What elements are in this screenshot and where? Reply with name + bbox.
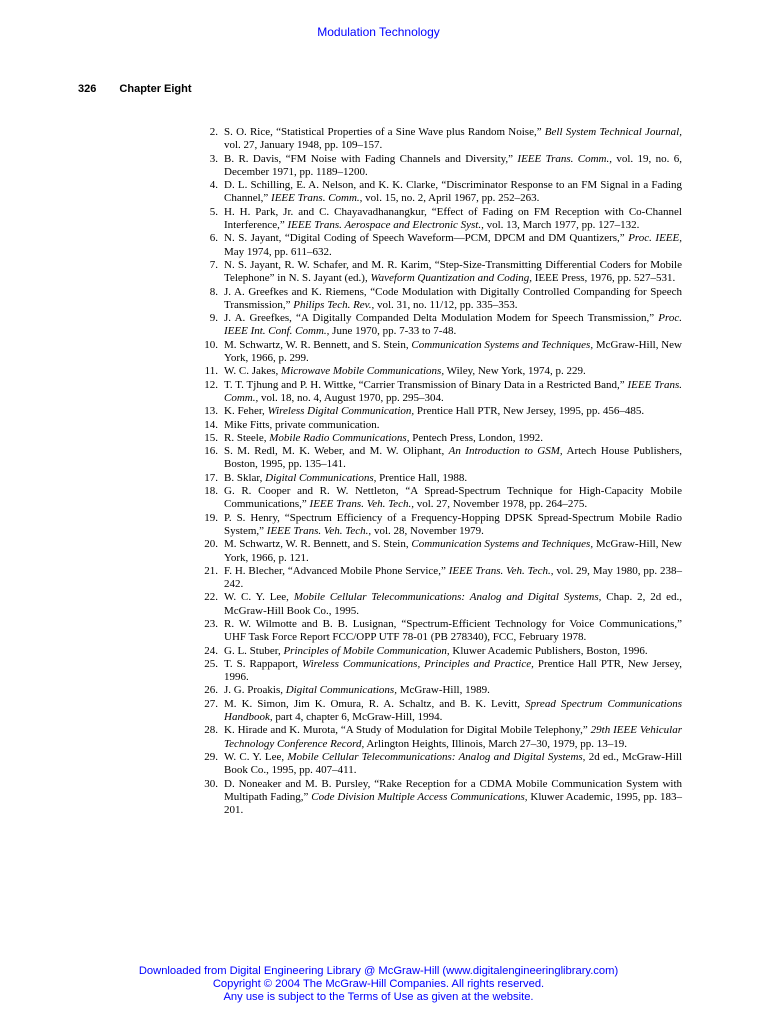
- reference-text: T. T. Tjhung and P. H. Wittke, “Carrier Transmission of Binary Data in a Restricted Band,”: [224, 378, 628, 391]
- reference-details: Prentice Hall, 1988.: [376, 471, 468, 484]
- reference-source: IEEE Trans. Comm.,: [224, 378, 682, 404]
- running-head: [78, 83, 192, 95]
- reference-text: S. O. Rice, “Statistical Properties of a Sine Wave plus Random Noise,”: [224, 126, 545, 138]
- reference-number: 19.: [204, 511, 218, 524]
- copyright-footer: [0, 965, 757, 1004]
- reference-item: [198, 565, 682, 592]
- reference-item: [198, 658, 682, 685]
- reference-item: [198, 591, 682, 618]
- reference-source: IEEE Trans. Veh. Tech.,: [266, 524, 372, 537]
- reference-text: N. S. Jayant, “Digital Coding of Speech Waveform—PCM, DPCM and DM Quantizers,”: [224, 232, 629, 245]
- reference-source: Code Division Multiple Access Communications,: [311, 790, 528, 803]
- terms-of-use-notice: Any use is subject to the Terms of Use as given at the website.: [223, 991, 534, 1003]
- reference-details: vol. 27, November 1978, pp. 264–275.: [413, 498, 588, 511]
- reference-item: [198, 365, 682, 378]
- reference-number: 6.: [209, 232, 218, 245]
- reference-text: H. H. Park, Jr. and C. Chayavadhanangkur, “Effect of Fading on FM Reception with Co-Channel Interference,”: [224, 205, 682, 232]
- reference-source: Digital Communications,: [285, 684, 397, 697]
- reference-item: [198, 724, 682, 751]
- reference-source: Principles of Mobile Communication,: [283, 644, 450, 657]
- reference-source: Microwave Mobile Communications,: [281, 365, 445, 378]
- reference-number: 15.: [204, 431, 218, 444]
- reference-text: B. Sklar,: [224, 471, 266, 484]
- reference-number: 5.: [209, 205, 218, 218]
- reference-details: Kluwer Academic Publishers, Boston, 1996.: [449, 644, 648, 657]
- reference-text: K. Hirade and K. Murota, “A Study of Modulation for Digital Mobile Telephony,”: [224, 724, 591, 737]
- reference-source: Communication Systems and Techniques,: [411, 338, 594, 351]
- reference-details: vol. 27, January 1948, pp. 109–157.: [224, 139, 383, 152]
- reference-source: Mobile Radio Communications,: [269, 431, 410, 444]
- reference-text: N. S. Jayant, R. W. Schafer, and M. R. Karim, “Step-Size-Transmitting Differential Coders for Mobile Telephone” in N. S. Jayant (ed.),: [224, 258, 682, 285]
- reference-item: [198, 472, 682, 485]
- reference-text: D. L. Schilling, E. A. Nelson, and K. K. Clarke, “Discriminator Response to an FM Signal in a Fading Channel,”: [224, 179, 682, 205]
- reference-text: G. R. Cooper and R. W. Nettleton, “A Spread-Spectrum Technique for High-Capacity Mobile Communications,”: [224, 485, 682, 511]
- copyright-notice: Copyright © 2004 The McGraw-Hill Companies. All rights reserved.: [212, 978, 545, 990]
- reference-details: Artech House Publishers, Boston, 1995, pp. 135–141.: [224, 445, 682, 471]
- reference-details: Wiley, New York, 1974, p. 229.: [444, 365, 586, 378]
- reference-item: [198, 179, 682, 206]
- reference-text: M. Schwartz, W. R. Bennett, and S. Stein,: [224, 338, 412, 351]
- reference-number: 2.: [209, 126, 218, 138]
- reference-text: J. A. Greefkes, “A Digitally Companded Delta Modulation Modem for Speech Transmission,”: [224, 312, 659, 325]
- reference-number: 12.: [204, 378, 218, 391]
- reference-item: [198, 312, 682, 339]
- reference-source: Waveform Quantization and Coding,: [370, 272, 533, 285]
- reference-details: vol. 31, no. 11/12, pp. 335–353.: [374, 298, 518, 311]
- reference-list: [198, 126, 682, 817]
- reference-item: [198, 259, 682, 286]
- reference-number: 14.: [204, 418, 218, 431]
- reference-source: An Introduction to GSM,: [448, 445, 563, 458]
- reference-number: 8.: [209, 285, 218, 298]
- reference-details: McGraw-Hill, 1989.: [396, 684, 490, 697]
- reference-item: [198, 698, 682, 725]
- reference-details: McGraw-Hill, New York, 1966, p. 121.: [224, 538, 682, 564]
- reference-details: vol. 19, no. 6, December 1971, pp. 1189–1200.: [224, 152, 682, 178]
- reference-text: G. L. Stuber,: [224, 644, 284, 657]
- reference-item: [198, 232, 682, 259]
- reference-text: P. S. Henry, “Spectrum Efficiency of a Frequency-Hopping DPSK Spread-Spectrum Mobile Radio System,”: [224, 511, 682, 537]
- reference-source: Wireless Communications, Principles and Practice,: [302, 657, 534, 670]
- reference-source: IEEE Trans. Comm.,: [271, 192, 363, 205]
- reference-text: F. H. Blecher, “Advanced Mobile Phone Service,”: [224, 564, 449, 577]
- reference-source: IEEE Trans. Comm.,: [517, 152, 612, 165]
- reference-number: 13.: [204, 405, 218, 418]
- reference-source: IEEE Trans. Aerospace and Electronic Syst.,: [287, 219, 484, 232]
- reference-number: 25.: [204, 657, 218, 670]
- download-notice-link[interactable]: Downloaded from Digital Engineering Library @ McGraw-Hill (www.digitalengineeringlibrary.com): [138, 965, 619, 977]
- reference-text: M. K. Simon, Jim K. Omura, R. A. Schaltz, and B. K. Levitt,: [224, 697, 526, 710]
- reference-item: [198, 618, 682, 645]
- reference-text: J. G. Proakis,: [224, 684, 286, 697]
- reference-number: 30.: [204, 777, 218, 790]
- reference-text: D. Noneaker and M. B. Pursley, “Rake Reception for a CDMA Mobile Communication System with Multipath Fading,”: [224, 777, 682, 803]
- reference-details: vol. 29, May 1980, pp. 238–242.: [224, 564, 683, 591]
- reference-source: Spread Spectrum Communications Handbook,: [224, 697, 682, 724]
- reference-text: W. C. Y. Lee,: [224, 750, 288, 763]
- reference-number: 7.: [209, 258, 218, 271]
- reference-number: 10.: [204, 338, 218, 351]
- reference-text: T. S. Rappaport,: [224, 657, 303, 670]
- reference-text: W. C. Y. Lee,: [224, 591, 294, 604]
- reference-text: Mike Fitts, private communication.: [224, 418, 380, 431]
- reference-text: K. Feher,: [224, 405, 268, 418]
- reference-text: M. Schwartz, W. R. Bennett, and S. Stein,: [224, 538, 412, 551]
- reference-text: S. M. Redl, M. K. Weber, and M. W. Oliphant,: [224, 445, 449, 458]
- reference-details: Prentice Hall PTR, New Jersey, 1995, pp. 456–485.: [414, 405, 645, 418]
- reference-source: 29th IEEE Vehicular Technology Conference Record,: [224, 724, 682, 750]
- reference-number: 27.: [204, 697, 218, 710]
- reference-item: [198, 432, 682, 445]
- reference-item: [198, 286, 682, 313]
- reference-item: [198, 206, 682, 233]
- reference-details: Pentech Press, London, 1992.: [409, 431, 543, 444]
- reference-source: Proc. IEEE Int. Conf. Comm.,: [224, 312, 682, 338]
- reference-details: June 1970, pp. 7-33 to 7-48.: [329, 325, 457, 338]
- reference-item: [198, 645, 682, 658]
- reference-item: [198, 126, 682, 153]
- reference-number: 11.: [204, 365, 218, 378]
- reference-text: J. A. Greefkes and K. Riemens, “Code Modulation with Digitally Controlled Companding for Speech Transmission,”: [224, 285, 682, 311]
- reference-details: Arlington Heights, Illinois, March 27–30, 1979, pp. 13–19.: [364, 737, 627, 750]
- reference-details: McGraw-Hill, New York, 1966, p. 299.: [224, 338, 682, 365]
- reference-details: May 1974, pp. 611–632.: [224, 245, 332, 258]
- reference-number: 20.: [204, 538, 218, 551]
- reference-details: IEEE Press, 1976, pp. 527–531.: [532, 272, 676, 285]
- reference-number: 3.: [209, 152, 218, 165]
- reference-item: [198, 512, 682, 539]
- reference-item: [198, 153, 682, 180]
- reference-details: vol. 18, no. 4, August 1970, pp. 295–304.: [258, 391, 444, 404]
- chapter-title: Chapter Eight: [119, 83, 192, 95]
- page-number: 326: [78, 83, 97, 95]
- reference-number: 16.: [204, 445, 218, 458]
- reference-details: Prentice Hall PTR, New Jersey, 1996.: [224, 657, 683, 684]
- reference-source: Philips Tech. Rev.,: [293, 298, 375, 311]
- reference-details: part 4, chapter 6, McGraw-Hill, 1994.: [272, 711, 443, 724]
- reference-details: Kluwer Academic, 1995, pp. 183–201.: [224, 790, 683, 817]
- reference-number: 18.: [204, 485, 218, 498]
- reference-item: [198, 339, 682, 366]
- reference-source: Digital Communications,: [265, 471, 377, 484]
- reference-details: vol. 13, March 1977, pp. 127–132.: [483, 219, 640, 232]
- reference-number: 21.: [204, 564, 218, 577]
- reference-number: 4.: [209, 179, 218, 192]
- reference-number: 9.: [209, 312, 218, 325]
- reference-number: 24.: [204, 644, 218, 657]
- reference-source: Communication Systems and Techniques,: [411, 538, 594, 551]
- reference-item: [198, 419, 682, 432]
- reference-text: W. C. Jakes,: [224, 365, 282, 378]
- reference-details: Chap. 2, 2d ed., McGraw-Hill Book Co., 1995.: [224, 591, 683, 617]
- reference-source: IEEE Trans. Veh. Tech.,: [448, 564, 554, 577]
- reference-number: 22.: [204, 591, 218, 604]
- reference-details: vol. 15, no. 2, April 1967, pp. 252–263.: [362, 192, 540, 205]
- reference-source: IEEE Trans. Veh. Tech.,: [309, 498, 414, 511]
- reference-source: Mobile Cellular Telecommunications: Analog and Digital Systems,: [287, 750, 586, 763]
- reference-number: 28.: [204, 724, 218, 737]
- book-title-link[interactable]: Modulation Technology: [317, 25, 440, 39]
- reference-text: R. Steele,: [224, 431, 270, 444]
- reference-item: [198, 778, 682, 818]
- reference-number: 29.: [204, 750, 218, 763]
- reference-item: [198, 379, 682, 406]
- reference-source: Proc. IEEE,: [628, 232, 683, 245]
- reference-number: 23.: [204, 617, 218, 630]
- reference-item: [198, 405, 682, 418]
- reference-details: vol. 28, November 1979.: [371, 524, 484, 537]
- reference-item: [198, 538, 682, 565]
- reference-item: [198, 751, 682, 778]
- reference-number: 17.: [204, 471, 218, 484]
- reference-text: R. W. Wilmotte and B. B. Lusignan, “Spectrum-Efficient Technology for Voice Communications,” UHF Task Force Report FCC/OPP UTF 78-01 (PB 278340), FCC, February 1978.: [224, 617, 682, 644]
- reference-number: 26.: [204, 684, 218, 697]
- reference-details: 2d ed., McGraw-Hill Book Co., 1995, pp. 407–411.: [224, 750, 683, 777]
- reference-source: Mobile Cellular Telecommunications: Analog and Digital Systems,: [293, 591, 602, 604]
- reference-source: Wireless Digital Communication,: [267, 405, 415, 418]
- reference-item: [198, 485, 682, 512]
- reference-text: B. R. Davis, “FM Noise with Fading Channels and Diversity,”: [224, 152, 518, 165]
- reference-item: [198, 684, 682, 697]
- reference-item: [198, 445, 682, 472]
- reference-source: Bell System Technical Journal,: [544, 126, 682, 138]
